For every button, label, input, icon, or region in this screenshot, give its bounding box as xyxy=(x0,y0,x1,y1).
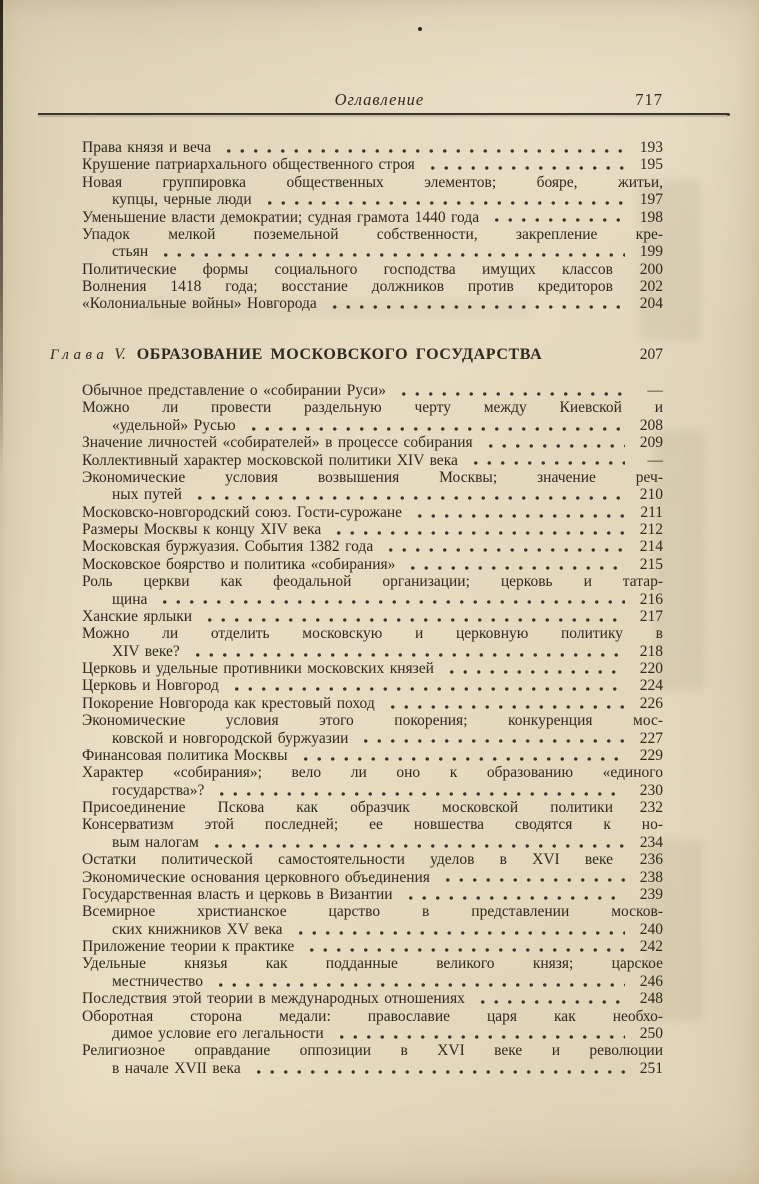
entry-page-number: 195 xyxy=(639,156,663,174)
toc-entry-text: стьян xyxy=(112,243,149,261)
toc-entry-text: Московско-новгородский союз. Гости-сурожане xyxy=(82,503,402,521)
toc-entry-continuation xyxy=(82,643,663,660)
toc-entry-line xyxy=(82,938,663,955)
toc-entry-line xyxy=(82,278,663,295)
toc-entry-continuation xyxy=(82,591,663,608)
toc-entry-text: Коллективный характер московской политики XIV века xyxy=(82,451,458,469)
entry-page-number: 199 xyxy=(639,243,663,261)
dot-leader xyxy=(156,600,625,604)
toc-entry-line xyxy=(82,156,663,173)
toc-entry-line xyxy=(82,712,663,729)
toc-entry-text: государства»? xyxy=(112,781,205,799)
toc-entry-text: Всемирное христианское царство в представлении москов- xyxy=(82,903,663,921)
toc-entry-line xyxy=(82,556,663,573)
toc-entry-text: купцы, черные люди xyxy=(112,191,252,209)
chapter-title: ОБРАЗОВАНИЕ МОСКОВСКОГО ГОСУДАРСТВА xyxy=(136,346,543,363)
scan-edge-shadow xyxy=(0,0,3,478)
toc-entry-text: Удельные князья как подданные великого князя; царское xyxy=(82,955,663,973)
toc-entry-line xyxy=(82,469,663,486)
entry-page-number: 239 xyxy=(639,885,663,903)
toc-entry-text: Присоединение Пскова как образчик московской политики xyxy=(82,799,613,816)
toc-entry-line xyxy=(82,799,663,816)
entry-page-number: 232 xyxy=(639,799,663,816)
entry-page-number: 226 xyxy=(639,694,663,712)
toc-entry-line xyxy=(82,955,663,972)
toc-entry-text: Экономические условия этого покорения; конкуренция мос- xyxy=(82,712,663,730)
toc-entry-text: Церковь и удельные противники московских князей xyxy=(82,660,434,677)
toc-entry-continuation xyxy=(82,834,663,851)
toc-entry-text: Приложение теории к практике xyxy=(82,938,295,955)
toc-entry-line xyxy=(82,521,663,538)
toc-entry-text: Покорение Новгорода как крестовый поход xyxy=(82,694,375,712)
dot-leader xyxy=(220,149,625,153)
chapter-number: V. xyxy=(114,346,126,363)
toc-entry-text: Финансовая политика Москвы xyxy=(82,746,288,764)
toc-entry-text: Религиозное оправдание оппозиции в XVI веке и революции xyxy=(82,1042,663,1060)
toc-entry-line xyxy=(82,382,663,399)
toc-entry-text: Права князя и веча xyxy=(82,139,212,156)
toc-entry-line xyxy=(82,903,663,920)
toc-entry-text: Размеры Москвы к концу XIV века xyxy=(82,521,322,538)
toc-entry-text: Новая группировка общественных элементов; бояре, житьи, xyxy=(82,173,663,191)
toc-entry-continuation xyxy=(82,191,663,208)
dot-leader xyxy=(326,305,625,309)
toc-entry-line xyxy=(82,677,663,694)
toc-entry-text: Экономические основания церковного объединения xyxy=(82,868,430,886)
toc-entry-text: XIV веке? xyxy=(112,642,180,660)
dot-leader xyxy=(191,496,625,500)
entry-page-number: 210 xyxy=(639,486,663,504)
toc-entry-continuation xyxy=(82,1060,663,1077)
entry-page-number: 234 xyxy=(639,833,663,851)
dot-leader xyxy=(297,757,625,761)
dot-leader xyxy=(208,844,625,848)
dot-leader xyxy=(411,514,625,518)
toc-entry-line xyxy=(82,816,663,833)
entry-page-number: 242 xyxy=(639,938,663,955)
entry-page-number: 224 xyxy=(639,677,663,695)
dot-leader xyxy=(245,427,625,431)
dot-leader xyxy=(250,1070,625,1074)
toc-entry-text: Волнения 1418 года; восстание должников против кредиторов xyxy=(82,278,613,295)
toc-entry-continuation xyxy=(82,730,663,747)
entry-page-number: — xyxy=(647,382,663,399)
entry-page-number: 211 xyxy=(640,503,663,521)
dot-leader xyxy=(474,1000,625,1004)
dot-leader xyxy=(424,166,625,170)
entry-page-number: 248 xyxy=(639,990,663,1008)
dot-leader xyxy=(292,931,625,935)
toc-entry-text: «удельной» Русью xyxy=(112,416,236,434)
entry-page-number: 209 xyxy=(639,434,663,452)
dot-leader xyxy=(157,253,625,257)
toc-entry-text: Крушение патриархального общественного строя xyxy=(82,156,415,174)
toc-entry-continuation xyxy=(82,243,663,260)
toc-entry-text: местничество xyxy=(112,972,203,990)
entry-page-number: 204 xyxy=(639,295,663,313)
entry-page-number: 236 xyxy=(639,851,663,869)
dot-leader xyxy=(467,461,625,465)
toc-entry-text: Церковь и Новгород xyxy=(82,677,219,695)
toc-entry-line xyxy=(82,452,663,469)
toc-entry-line xyxy=(82,886,663,903)
entry-page-number: 218 xyxy=(639,642,663,660)
toc-entry-line xyxy=(82,608,663,625)
toc-entry-text: ковской и новгородской буржуазии xyxy=(112,729,349,747)
toc-entry-continuation xyxy=(82,973,663,990)
entry-page-number: 220 xyxy=(639,660,663,677)
toc-entry-line xyxy=(82,174,663,191)
entry-page-number: 208 xyxy=(639,416,663,434)
toc-entry-text: Можно ли провести раздельную черту между Киевской и xyxy=(82,399,663,417)
dot-leader xyxy=(404,566,625,570)
toc-entry-line xyxy=(82,625,663,642)
toc-entry-line xyxy=(82,209,663,226)
toc-entry-text: в начале XVII века xyxy=(112,1059,241,1077)
toc-entry-line xyxy=(82,747,663,764)
entry-page-number: 212 xyxy=(639,521,663,538)
toc-entry-text: Московская буржуазия. События 1382 года xyxy=(82,538,374,556)
dot-leader xyxy=(212,983,625,987)
toc-entry-text: ных путей xyxy=(112,486,182,504)
entry-page-number: 229 xyxy=(639,746,663,764)
entry-page-number: 198 xyxy=(639,208,663,226)
toc-entry-line xyxy=(82,139,663,156)
toc-entry-text: Оборотная сторона медали: православие царя как необхо- xyxy=(82,1007,663,1025)
ink-speck xyxy=(418,27,422,31)
toc-entry-line xyxy=(82,399,663,416)
toc-entry-line xyxy=(82,434,663,451)
toc-entry-text: «Колониальные войны» Новгорода xyxy=(82,295,317,313)
toc-entry-text: Остатки политической самостоятельности уделов в XVI веке xyxy=(82,851,613,869)
dot-leader xyxy=(488,218,625,222)
toc-entry-text: Экономические условия возвышения Москвы; значение реч- xyxy=(82,468,663,486)
dot-leader xyxy=(228,687,625,691)
toc-entry-line xyxy=(82,261,663,278)
toc-entry-line xyxy=(82,504,663,521)
toc-entry-continuation xyxy=(82,417,663,434)
toc-entry-continuation xyxy=(82,782,663,799)
dot-leader xyxy=(382,548,625,552)
dot-leader xyxy=(443,670,625,674)
toc-entry-text: димое условие его легальности xyxy=(112,1024,324,1042)
dot-leader xyxy=(395,392,625,396)
chapter-page-number: 207 xyxy=(639,346,663,363)
dot-leader xyxy=(213,792,625,796)
toc-entry-text: Политические формы социального господства имущих классов xyxy=(82,260,613,278)
toc-section-chapter4-end xyxy=(82,139,663,313)
page-header xyxy=(38,90,728,112)
toc-section-chapter5 xyxy=(82,382,663,1077)
toc-entry-line xyxy=(82,851,663,868)
entry-page-number: 214 xyxy=(639,538,663,556)
entry-page-number: 202 xyxy=(639,278,663,295)
chapter-heading xyxy=(50,346,663,364)
entry-page-number: 217 xyxy=(639,607,663,625)
toc-entry-line xyxy=(82,226,663,243)
dot-leader xyxy=(189,653,625,657)
entry-page-number: — xyxy=(647,451,663,469)
toc-entry-text: Можно ли отделить московскую и церковную политику в xyxy=(82,625,663,643)
entry-page-number: 240 xyxy=(639,920,663,938)
dot-leader xyxy=(402,896,625,900)
dot-leader xyxy=(384,705,625,709)
toc-entry-line xyxy=(82,573,663,590)
toc-entry-text: Ханские ярлыки xyxy=(82,607,193,625)
toc-entry-line xyxy=(82,1042,663,1059)
toc-entry-text: Характер «собирания»; вело ли оно к образованию «единого xyxy=(82,764,663,782)
entry-page-number: 251 xyxy=(639,1059,663,1077)
toc-entry-text: щина xyxy=(112,590,148,608)
header-rule xyxy=(38,113,728,115)
toc-entry-text: Обычное представление о «собирании Руси» xyxy=(82,382,386,399)
dot-leader xyxy=(303,948,625,952)
toc-entry-text: ских книжников XV века xyxy=(112,920,283,938)
dot-leader xyxy=(482,444,625,448)
toc-entry-line xyxy=(82,990,663,1007)
toc-entry-text: Роль церкви как феодальной организации; церковь и татар- xyxy=(82,573,663,591)
toc-entry-line xyxy=(82,660,663,677)
entry-page-number: 227 xyxy=(639,729,663,747)
entry-page-number: 215 xyxy=(639,555,663,573)
dot-leader xyxy=(357,739,625,743)
dot-leader xyxy=(439,878,625,882)
entry-page-number: 216 xyxy=(639,590,663,608)
toc-entry-continuation xyxy=(82,921,663,938)
toc-entry-line xyxy=(82,1008,663,1025)
toc-entry-line xyxy=(82,869,663,886)
toc-entry-text: Уменьшение власти демократии; судная грамота 1440 года xyxy=(82,208,480,226)
toc-entry-line xyxy=(82,764,663,781)
dot-leader xyxy=(261,201,625,205)
toc-entry-continuation xyxy=(82,1025,663,1042)
entry-page-number: 197 xyxy=(639,191,663,209)
entry-page-number: 230 xyxy=(639,781,663,799)
toc-entry-line xyxy=(82,538,663,555)
entry-page-number: 193 xyxy=(639,139,663,156)
toc-entry-text: вым налогам xyxy=(112,833,199,851)
entry-page-number: 250 xyxy=(639,1024,663,1042)
toc-entry-text: Консерватизм этой последней; ее новшества сводятся к но- xyxy=(82,816,663,834)
dot-leader xyxy=(201,618,625,622)
toc-entry-line xyxy=(82,295,663,312)
toc-entry-text: Значение личностей «собирателей» в процессе собирания xyxy=(82,434,473,452)
toc-entry-text: Упадок мелкой поземельной собственности, закрепление кре- xyxy=(82,225,663,243)
dot-leader xyxy=(333,1035,625,1039)
toc-entry-text: Московское боярство и политика «собирания» xyxy=(82,555,396,573)
chapter-label: Глава xyxy=(50,347,109,363)
toc-entry-line xyxy=(82,695,663,712)
toc-entry-continuation xyxy=(82,486,663,503)
dot-leader xyxy=(330,531,625,535)
toc-entry-text: Государственная власть и церковь в Византии xyxy=(82,885,393,903)
entry-page-number: 246 xyxy=(639,972,663,990)
entry-page-number: 200 xyxy=(639,260,663,278)
page-title: Оглавление xyxy=(334,90,425,109)
toc-entry-text: Последствия этой теории в международных отношениях xyxy=(82,990,465,1008)
page-number: 717 xyxy=(635,90,663,109)
entry-page-number: 238 xyxy=(639,868,663,886)
